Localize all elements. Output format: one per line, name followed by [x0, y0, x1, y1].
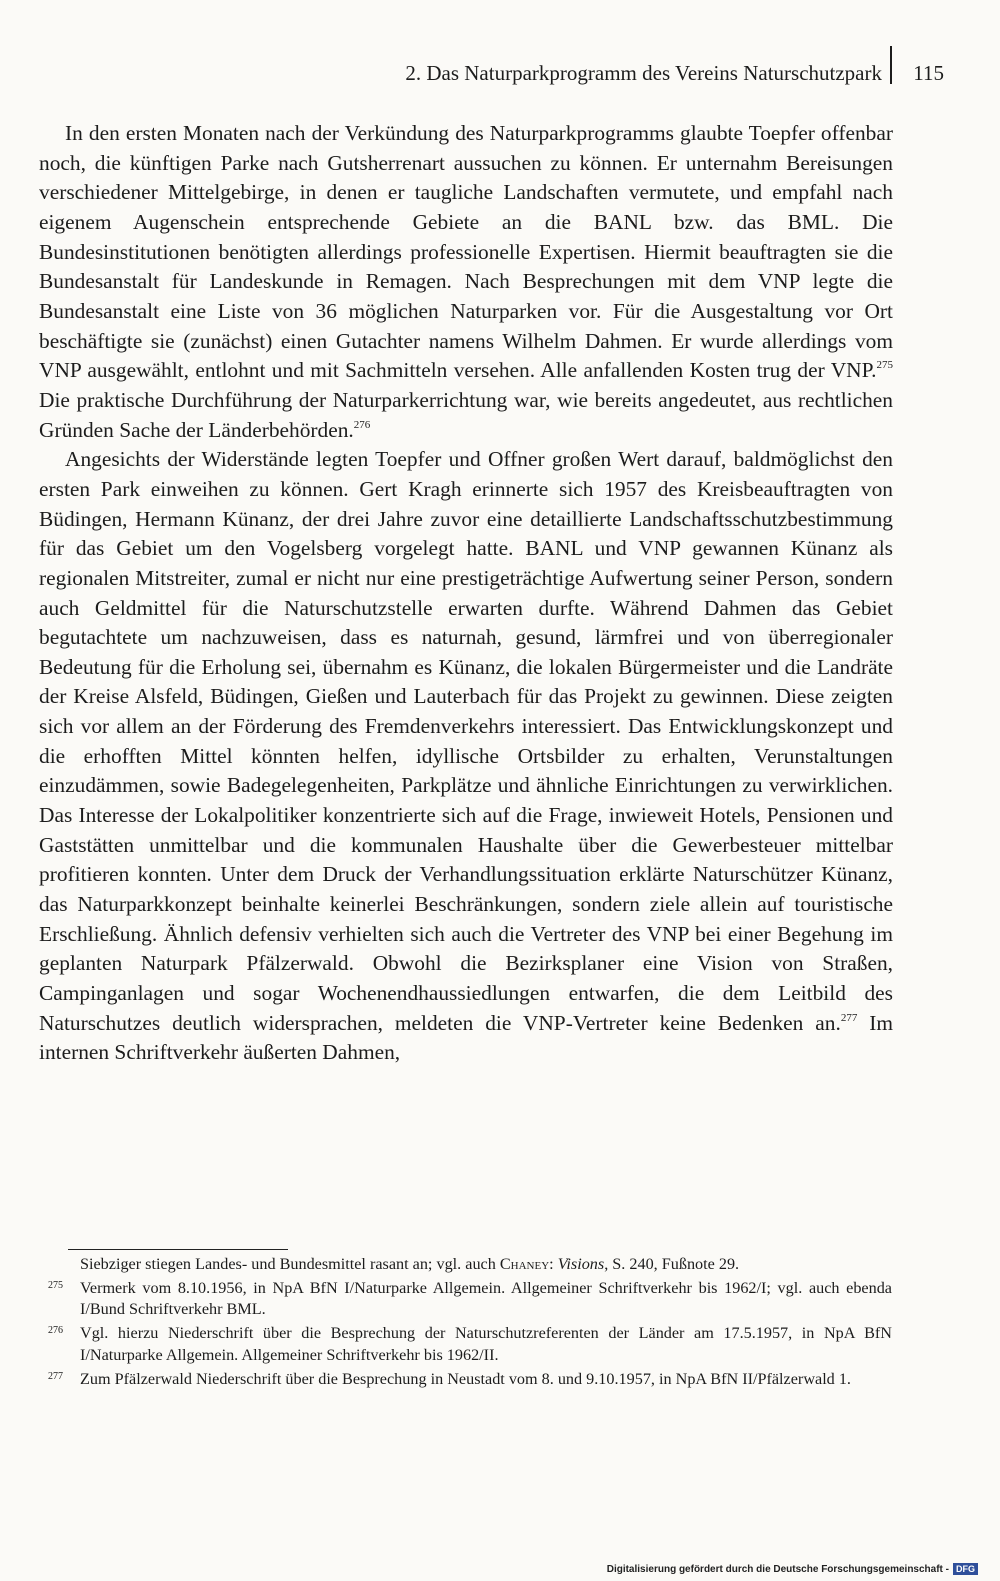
footnote-separator: [68, 1249, 288, 1250]
footnote-277: [44, 1369, 892, 1391]
footnote-ref-275[interactable]: 275: [876, 359, 893, 372]
header-divider: [890, 46, 892, 84]
footnote-text: , S. 240, Fußnote 29.: [604, 1255, 740, 1273]
footnotes: [44, 1254, 892, 1390]
footnote-text: Siebziger stiegen Landes- und Bundesmittel rasant an; vgl. auch: [80, 1255, 500, 1273]
digitization-credit: [607, 1563, 978, 1577]
footnote-author: Chaney: [499, 1255, 550, 1273]
page-number: 115: [913, 61, 944, 85]
main-text: [39, 119, 893, 1068]
footnote-work-title: Visions: [557, 1255, 605, 1273]
running-header: [0, 58, 944, 92]
footnote-text: Vgl. hierzu Niederschrift über die Besprechung der Naturschutzreferenten der Länder am 17.5.1957, in NpA BfN I/Naturparke Allgemein. Allgemeiner Schriftverkehr bis 1962/II.: [80, 1324, 892, 1364]
footnote-text: Zum Pfälzerwald Niederschrift über die Besprechung in Neustadt vom 8. und 9.10.1957, in NpA BfN II/Pfälzerwald 1.: [80, 1369, 851, 1388]
footnote-276: [44, 1323, 892, 1366]
footnote-text: :: [549, 1255, 558, 1273]
footnote-number: 276: [48, 1325, 63, 1337]
footnote-number: 277: [48, 1370, 63, 1382]
footnote-continued: [44, 1254, 892, 1276]
paragraph-1: [39, 119, 893, 445]
paragraph-2: [39, 445, 893, 1068]
footnote-ref-277[interactable]: 277: [840, 1011, 858, 1024]
footnote-275: [44, 1278, 892, 1321]
footnote-text: Vermerk vom 8.10.1956, in NpA BfN I/Naturparke Allgemein. Allgemeiner Schriftverkehr bis 1962/I; vgl. auch ebenda I/Bund Schriftverkehr BML.: [80, 1278, 892, 1319]
paragraph-text: Die praktische Durchführung der Naturparkerrichtung war, wie bereits angedeutet, aus rechtlichen Gründen Sache der Länderbehörden.: [39, 387, 893, 442]
paragraph-text: Im internen Schriftverkehr äußerten Dahmen,: [39, 1010, 893, 1065]
credit-text: Digitalisierung gefördert durch die Deutsche Forschungsgemeinschaft -: [606, 1564, 949, 1575]
dfg-logo: DFG: [953, 1563, 978, 1575]
footnote-ref-276[interactable]: 276: [353, 418, 371, 431]
running-title: 2. Das Naturparkprogramm des Vereins Naturschutzpark: [405, 61, 882, 85]
paragraph-text: Angesichts der Widerstände legten Toepfer und Offner großen Wert darauf, baldmöglichst den ersten Park einweihen zu können. Gert Kragh erinnerte sich 1957 des Kreisbeauftragten von Büdingen, Hermann Künanz, der drei Jahre zuvor eine detaillierte Landschaftsschutzbestimmung für das Gebiet um den Vogelsberg vorgelegt hatte. BANL und VNP gewannen Künanz als regionalen Mitstreiter, zumal er nicht nur eine prestigeträchtige Aufwertung seiner Person, sondern auch Geldmittel für die Naturschutzstelle erwarten durfte. Während Dahmen das Gebiet begutachtete um nachzuweisen, dass es naturnah, gesund, lärmfrei und von überregionaler Bedeutung für die Erholung sei, übernahm es Künanz, die lokalen Bürgermeister und die Landräte der Kreise Alsfeld, Büdingen, Gießen und Lauterbach für das Projekt zu gewinnen. Diese zeigten sich vor allem an der Förderung des Fremdenverkehrs interessiert. Das Entwicklungskonzept und die erhofften Mittel könnten helfen, idyllische Ortsbilder zu erhalten, Verunstaltungen einzudämmen, sowie Badegelegenheiten, Parkplätze und ähnliche Einrichtungen zu verwirklichen. Das Interesse der Lokalpolitiker konzentrierte sich auf die Frage, inwieweit Hotels, Pensionen und Gaststätten unmittelbar und die kommunalen Haushalte über die Gewerbesteuer mittelbar profitieren konnten. Unter dem Druck der Verhandlungssituation erklärte Naturschützer Künanz, das Naturparkkonzept beinhalte keinerlei Beschränkungen, sondern ziele allein auf touristische Erschließung. Ähnlich defensiv verhielten sich auch die Vertreter des VNP bei einer Begehung im geplanten Naturpark Pfälzerwald. Obwohl die Bezirksplaner eine Vision von Straßen, Campinganlagen und sogar Wochenendhaussiedlungen entwarfen, die dem Leitbild des Naturschutzes deutlich widersprachen, meldeten die VNP-Vertreter keine Bedenken an.: [39, 447, 893, 1035]
paragraph-text: In den ersten Monaten nach der Verkündung des Naturparkprogramms glaubte Toepfer offenbar noch, die künftigen Parke nach Gutsherrenart aussuchen zu können. Er unternahm Bereisungen verschiedener Mittelgebirge, in denen er taugliche Landschaften vermutete, und empfahl nach eigenem Augenschein entsprechende Gebiete an die BANL bzw. das BML. Die Bundesinstitutionen benötigten allerdings professionelle Expertisen. Hiermit beauftragten sie die Bundesanstalt für Landeskunde in Remagen. Nach Besprechungen mit dem VNP legte die Bundesanstalt eine Liste von 36 möglichen Naturparken vor. Für die Ausgestaltung vor Ort beschäftigte sie (zunächst) einen Gutachter namens Wilhelm Dahmen. Er wurde allerdings vom VNP ausgewählt, entlohnt und mit Sachmitteln versehen. Alle anfallenden Kosten trug der VNP.: [39, 121, 893, 383]
footnote-number: 275: [48, 1279, 63, 1291]
